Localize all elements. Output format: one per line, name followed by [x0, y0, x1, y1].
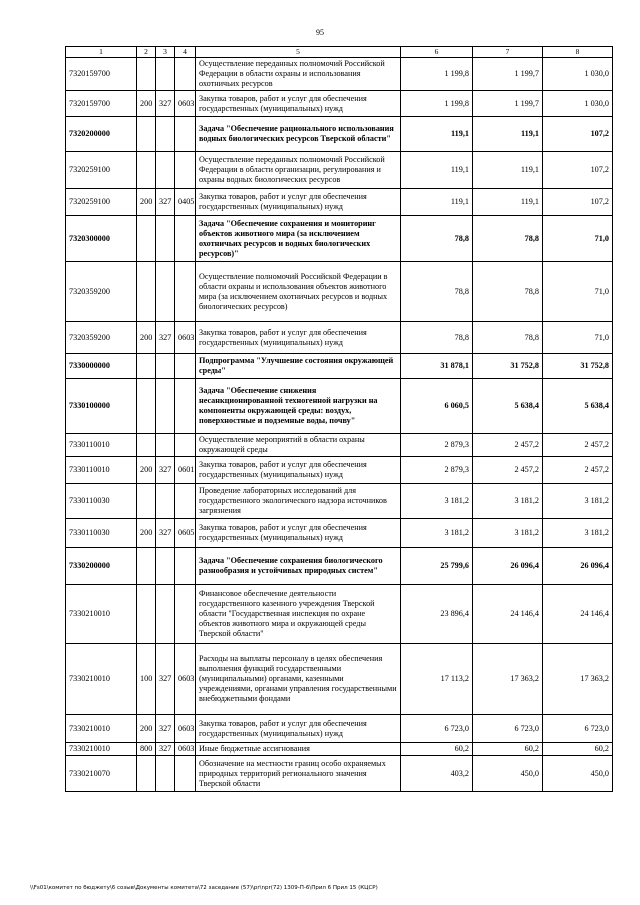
page-number: 95 [316, 28, 324, 37]
row-value-cell: 5 638,4 [543, 379, 613, 434]
row-type-cell [137, 354, 156, 379]
row-value-cell: 3 181,2 [473, 484, 543, 519]
row-name-cell: Проведение лабораторных исследований для государственного экологического надзора источников загрязнения [196, 484, 401, 519]
row-value-cell: 31 878,1 [401, 354, 473, 379]
row-value-cell: 60,2 [543, 743, 613, 756]
row-name-cell: Закупка товаров, работ и услуг для обеспечения государственных (муниципальных) нужд [196, 189, 401, 216]
row-value-cell: 78,8 [401, 262, 473, 322]
row-code-cell: 7320259100 [66, 189, 137, 216]
row-value-cell: 60,2 [473, 743, 543, 756]
row-code-cell: 7330200000 [66, 548, 137, 585]
row-value-cell: 71,0 [543, 322, 613, 354]
row-name-cell: Закупка товаров, работ и услуг для обеспечения государственных (муниципальных) нужд [196, 519, 401, 548]
column-header: 4 [175, 47, 196, 58]
table-row [66, 216, 613, 262]
row-code-cell: 7330110010 [66, 434, 137, 457]
row-ministry-cell [156, 262, 175, 322]
column-header: 7 [473, 47, 543, 58]
row-value-cell: 24 146,4 [543, 585, 613, 644]
table-row [66, 519, 613, 548]
row-type-cell [137, 58, 156, 91]
table-row [66, 58, 613, 91]
row-ministry-cell [156, 756, 175, 792]
row-ministry-cell: 327 [156, 743, 175, 756]
row-value-cell: 78,8 [473, 262, 543, 322]
row-type-cell [137, 379, 156, 434]
row-ministry-cell [156, 152, 175, 189]
table-row [66, 354, 613, 379]
column-header: 1 [66, 47, 137, 58]
row-type-cell: 800 [137, 743, 156, 756]
row-ministry-cell [156, 585, 175, 644]
row-type-cell: 200 [137, 91, 156, 117]
row-value-cell: 450,0 [473, 756, 543, 792]
table-row [66, 756, 613, 792]
row-ministry-cell: 327 [156, 457, 175, 484]
table-row [66, 91, 613, 117]
row-ministry-cell [156, 354, 175, 379]
row-section-cell [175, 548, 196, 585]
row-value-cell: 25 799,6 [401, 548, 473, 585]
row-ministry-cell [156, 216, 175, 262]
row-name-cell: Закупка товаров, работ и услуг для обеспечения государственных (муниципальных) нужд [196, 91, 401, 117]
table-row [66, 743, 613, 756]
row-value-cell: 71,0 [543, 216, 613, 262]
row-value-cell: 2 879,3 [401, 434, 473, 457]
row-type-cell: 200 [137, 715, 156, 743]
footer-file-path: \\Fs01\комитет по бюджету\6 созыв\Документы комитета\72 заседание (57)\pr\npr(72) 1309-П-6\Прил 6 Прил 15 (КЦСР) [30, 885, 378, 891]
row-type-cell: 200 [137, 189, 156, 216]
row-value-cell: 403,2 [401, 756, 473, 792]
row-value-cell: 2 457,2 [473, 434, 543, 457]
row-section-cell: 0605 [175, 519, 196, 548]
column-header: 3 [156, 47, 175, 58]
row-value-cell: 107,2 [543, 152, 613, 189]
row-value-cell: 3 181,2 [543, 484, 613, 519]
row-value-cell: 17 363,2 [473, 644, 543, 715]
row-value-cell: 3 181,2 [401, 484, 473, 519]
row-type-cell: 200 [137, 322, 156, 354]
row-value-cell: 107,2 [543, 117, 613, 152]
table-row [66, 262, 613, 322]
row-value-cell: 17 113,2 [401, 644, 473, 715]
row-value-cell: 26 096,4 [473, 548, 543, 585]
row-name-cell: Обозначение на местности границ особо охраняемых природных территорий регионального значения Тверской области [196, 756, 401, 792]
row-section-cell [175, 434, 196, 457]
row-value-cell: 78,8 [473, 216, 543, 262]
budget-table [65, 46, 613, 792]
row-code-cell: 7320259100 [66, 152, 137, 189]
row-type-cell [137, 585, 156, 644]
row-value-cell: 107,2 [543, 189, 613, 216]
row-value-cell: 24 146,4 [473, 585, 543, 644]
row-section-cell: 0405 [175, 189, 196, 216]
row-value-cell: 1 199,8 [401, 58, 473, 91]
row-value-cell: 1 030,0 [543, 91, 613, 117]
row-code-cell: 7330110030 [66, 519, 137, 548]
row-value-cell: 119,1 [473, 189, 543, 216]
column-header: 6 [401, 47, 473, 58]
row-value-cell: 1 199,7 [473, 91, 543, 117]
row-section-cell: 0603 [175, 644, 196, 715]
row-value-cell: 6 723,0 [473, 715, 543, 743]
row-section-cell [175, 585, 196, 644]
row-value-cell: 3 181,2 [473, 519, 543, 548]
row-code-cell: 7320159700 [66, 91, 137, 117]
row-value-cell: 450,0 [543, 756, 613, 792]
row-value-cell: 2 457,2 [543, 434, 613, 457]
row-value-cell: 17 363,2 [543, 644, 613, 715]
row-ministry-cell [156, 434, 175, 457]
row-code-cell: 7330000000 [66, 354, 137, 379]
row-value-cell: 60,2 [401, 743, 473, 756]
column-header: 5 [196, 47, 401, 58]
column-header: 2 [137, 47, 156, 58]
row-code-cell: 7320359200 [66, 322, 137, 354]
row-ministry-cell: 327 [156, 322, 175, 354]
table-row [66, 484, 613, 519]
row-code-cell: 7330210010 [66, 585, 137, 644]
row-type-cell: 100 [137, 644, 156, 715]
column-header: 8 [543, 47, 613, 58]
row-section-cell [175, 216, 196, 262]
row-code-cell: 7320300000 [66, 216, 137, 262]
table-row [66, 322, 613, 354]
row-ministry-cell: 327 [156, 644, 175, 715]
row-value-cell: 119,1 [401, 152, 473, 189]
row-value-cell: 31 752,8 [543, 354, 613, 379]
row-section-cell: 0603 [175, 322, 196, 354]
row-name-cell: Закупка товаров, работ и услуг для обеспечения государственных (муниципальных) нужд [196, 322, 401, 354]
row-code-cell: 7330210010 [66, 644, 137, 715]
row-ministry-cell [156, 484, 175, 519]
row-value-cell: 1 199,7 [473, 58, 543, 91]
row-ministry-cell: 327 [156, 91, 175, 117]
row-name-cell: Задача "Обеспечение рационального использования водных биологических ресурсов Тверской области" [196, 117, 401, 152]
row-ministry-cell: 327 [156, 715, 175, 743]
table-row [66, 189, 613, 216]
row-type-cell [137, 152, 156, 189]
row-value-cell: 78,8 [401, 322, 473, 354]
row-value-cell: 2 457,2 [473, 457, 543, 484]
table-row [66, 117, 613, 152]
row-section-cell [175, 262, 196, 322]
row-name-cell: Расходы на выплаты персоналу в целях обеспечения выполнения функций государственными (муниципальными) органами, казенными учреждениями, органами управления государственными внебюджетными фондами [196, 644, 401, 715]
row-value-cell: 2 879,3 [401, 457, 473, 484]
row-name-cell: Финансовое обеспечение деятельности государственного казенного учреждения Тверской области "Государственная инспекция по охране объектов животного мира и окружающей среды Тверской области" [196, 585, 401, 644]
row-value-cell: 119,1 [401, 117, 473, 152]
row-value-cell: 26 096,4 [543, 548, 613, 585]
row-name-cell: Иные бюджетные ассигнования [196, 743, 401, 756]
row-value-cell: 1 030,0 [543, 58, 613, 91]
row-type-cell [137, 484, 156, 519]
row-ministry-cell: 327 [156, 519, 175, 548]
row-name-cell: Осуществление переданных полномочий Российской Федерации в области охраны и использования охотничьих ресурсов [196, 58, 401, 91]
row-section-cell [175, 117, 196, 152]
row-name-cell: Задача "Обеспечение сохранения биологического разнообразия и устойчивых природных систем" [196, 548, 401, 585]
row-section-cell [175, 58, 196, 91]
row-section-cell: 0603 [175, 91, 196, 117]
row-value-cell: 6 723,0 [543, 715, 613, 743]
row-section-cell [175, 756, 196, 792]
row-name-cell: Задача "Обеспечение сохранения и мониторинг объектов животного мира (за исключением охотничьих ресурсов и водных биологических ресурсов)" [196, 216, 401, 262]
table-header-row [66, 47, 613, 58]
row-section-cell: 0603 [175, 743, 196, 756]
row-ministry-cell [156, 379, 175, 434]
row-type-cell [137, 117, 156, 152]
row-code-cell: 7330110030 [66, 484, 137, 519]
row-section-cell [175, 152, 196, 189]
row-code-cell: 7320159700 [66, 58, 137, 91]
table-row [66, 715, 613, 743]
row-section-cell: 0601 [175, 457, 196, 484]
table-row [66, 152, 613, 189]
row-name-cell: Задача "Обеспечение снижения несанкционированной техногенной нагрузки на компоненты окружающей среды: воздух, поверхностные и подземные воды, почву" [196, 379, 401, 434]
row-value-cell: 119,1 [473, 152, 543, 189]
table-row [66, 434, 613, 457]
row-code-cell: 7330110010 [66, 457, 137, 484]
table-row [66, 548, 613, 585]
row-type-cell: 200 [137, 457, 156, 484]
row-value-cell: 1 199,8 [401, 91, 473, 117]
row-value-cell: 71,0 [543, 262, 613, 322]
row-section-cell [175, 354, 196, 379]
row-type-cell [137, 216, 156, 262]
row-value-cell: 31 752,8 [473, 354, 543, 379]
row-value-cell: 6 723,0 [401, 715, 473, 743]
row-code-cell: 7330100000 [66, 379, 137, 434]
row-name-cell: Осуществление полномочий Российской Федерации в области охраны и использования объектов животного мира (за исключением охотничьих ресурсов и водных биологических ресурсов) [196, 262, 401, 322]
row-value-cell: 5 638,4 [473, 379, 543, 434]
row-name-cell: Осуществление переданных полномочий Российской Федерации в области организации, регулирования и охраны водных биологических ресурсов [196, 152, 401, 189]
row-value-cell: 3 181,2 [543, 519, 613, 548]
row-code-cell: 7330210070 [66, 756, 137, 792]
table-row [66, 457, 613, 484]
row-type-cell [137, 262, 156, 322]
row-value-cell: 119,1 [473, 117, 543, 152]
row-ministry-cell [156, 117, 175, 152]
row-value-cell: 78,8 [473, 322, 543, 354]
row-value-cell: 78,8 [401, 216, 473, 262]
row-value-cell: 2 457,2 [543, 457, 613, 484]
row-type-cell [137, 548, 156, 585]
row-type-cell [137, 756, 156, 792]
row-ministry-cell [156, 548, 175, 585]
row-section-cell: 0603 [175, 715, 196, 743]
row-code-cell: 7320200000 [66, 117, 137, 152]
row-name-cell: Закупка товаров, работ и услуг для обеспечения государственных (муниципальных) нужд [196, 457, 401, 484]
row-type-cell: 200 [137, 519, 156, 548]
table-row [66, 585, 613, 644]
row-name-cell: Подпрограмма "Улучшение состояния окружающей среды" [196, 354, 401, 379]
row-code-cell: 7330210010 [66, 743, 137, 756]
row-name-cell: Осуществление мероприятий в области охраны окружающей среды [196, 434, 401, 457]
table-row [66, 644, 613, 715]
row-section-cell [175, 484, 196, 519]
row-code-cell: 7330210010 [66, 715, 137, 743]
row-value-cell: 3 181,2 [401, 519, 473, 548]
row-type-cell [137, 434, 156, 457]
row-value-cell: 23 896,4 [401, 585, 473, 644]
table-row [66, 379, 613, 434]
row-value-cell: 6 060,5 [401, 379, 473, 434]
row-ministry-cell [156, 58, 175, 91]
row-name-cell: Закупка товаров, работ и услуг для обеспечения государственных (муниципальных) нужд [196, 715, 401, 743]
row-value-cell: 119,1 [401, 189, 473, 216]
row-code-cell: 7320359200 [66, 262, 137, 322]
row-ministry-cell: 327 [156, 189, 175, 216]
row-section-cell [175, 379, 196, 434]
